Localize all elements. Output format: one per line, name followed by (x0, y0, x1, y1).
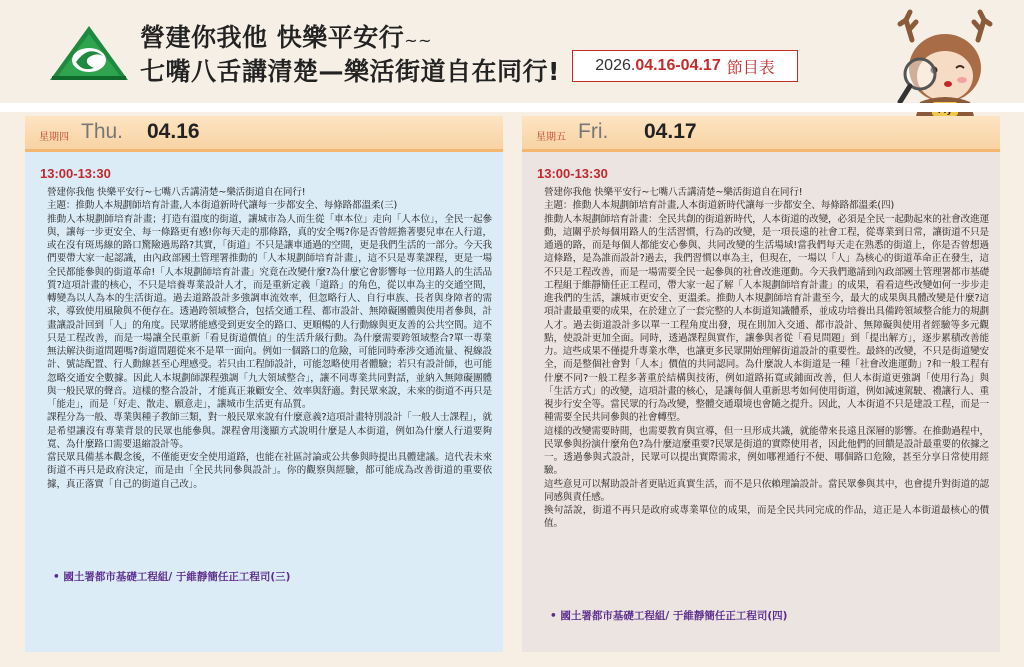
speaker-credit: • 國土署都市基礎工程組/ 于維靜簡任正工程司(三) (53, 571, 291, 583)
program-description (544, 186, 989, 531)
day-header (25, 116, 503, 152)
day-panel-friday (522, 116, 1000, 652)
weekday-en: Thu. (81, 120, 124, 143)
program-title: 營建你我他 快樂平安行~七嘴八舌講清楚~樂活街道自在同行! (47, 187, 306, 198)
reindeer-mascot-icon (880, 6, 1010, 116)
header-divider (0, 103, 1024, 112)
speaker-credit: • 國土署都市基礎工程組/ 于維靜簡任正工程司(四) (550, 610, 788, 622)
program-paragraph: 這些意見可以幫助設計者更貼近真實生活，而不是只依賴理論設計。當民眾參與其中，也會提升對街道的認同感與責任感。 (544, 478, 989, 503)
program-time: 13:00-13:30 (40, 166, 111, 181)
program-paragraph: 換句話說，街道不再只是政府或專業單位的成果，而是全民共同完成的作品，這正是人本街道最核心的價值。 (544, 505, 989, 530)
weekday-zh: 星期五 (536, 132, 566, 143)
date-range: 04.16-04.17 (635, 57, 721, 74)
day-header (522, 116, 1000, 152)
program-paragraph: 這樣的改變需要時間，也需要教育與宣導，但一旦形成共識，就能帶來長遠且深層的影響。在推動過程中，民眾參與扮演什麼角色?為什麼這麼重要?民眾是街道的實際使用者，因此他們的回饋是設計最重要的依據之一。透過參與式設計，民眾可以提出實際需求，例如哪裡通行不便、哪個路口危險，甚至分享日常使用經驗。 (544, 425, 989, 477)
program-paragraph: 推動人本規劃師培育計畫；打造有溫度的街道，讓城市為人而生從「車本位」走向「人本位」，全民一起參與，讓每一步更安全、每一條路更有感!你每天走的那條路，真的安全嗎?你是否曾經擔著嬰兒車在人行道，或在沒有斑馬線的路口驚險過馬路?其實，「街道」不只是讓車通過的空間，更是我們生活的一部分。今天我們要帶大家一起認識，由內政部國土管理署推動的「人本規劃師培育計畫」，這不只是專業課程，更是一場全民都能參與的街道革命!「人本規劃師培育計畫」究竟在改變什麼?為什麼它會影響每一位用路人的生活品質?這項計畫的核心，不只是培養專業設計人才，而是重新定義「道路」的角色，從以車為主的交通空間，轉變為以人為本的生活街道。過去道路設計多強調車流效率，但忽略行人、自行車族、長者與身障者的需求，導致使用風險與不便存在。透過跨領域整合，包括交通工程、都市設計、無障礙團體與使用者參與，計畫讓設計回到「人」的角度。民眾將能感受到更安全的路口、更順暢的人行動線與更友善的公共空間。這不只是工程改善，而是一場讓全民重新「看見街道價值」的生活升級行動。為什麼需要跨領域整合?單一專業無法解決街道問題嗎?街道問題從來不是單一面向。例如一個路口的危險，可能同時牽涉交通流量、視線設計、號誌配置、行人動線甚至心理感受。若只由工程師設計，可能忽略使用者體驗；若只有設計師，也可能忽略交通安全數據。因此人本規劃師課程強調「九大領域整合」，讓不同專業共同對話，並納入無障礙團體與一般民眾的聲音。這樣的整合設計，才能真正兼顧安全、效率與舒適。對民眾來說，未來的街道不再只是「能走」，而是「好走、散走、願意走」，讓城市生活更有品質。 (47, 213, 492, 410)
weekday-en: Fri. (578, 120, 609, 143)
schedule-date-badge (572, 50, 798, 82)
logo-icon (48, 24, 130, 82)
program-paragraph: 推動人本規劃師培育計畫：全民共創的街道新時代，人本街道的改變，必須是全民一起動起來的社會改進運動，這關乎於每個用路人的生活習慣，行為的改變，是一項長遠的社會工程，從專業到日常，讓街道不只是通過的路，而是每個人都能安心參與、共同改變的生活場域!當我們每天走在熟悉的街道上，你是否曾想過這條路，是為誰而設計?過去，我們習慣以車為主，但現在，一場以「人」為核心的街道革命正在發生，這不只是工程改善，而是一場需要全民一起參與的社會改進運動。今天我們邀請到內政部國土管理署都市基礎工程組于維靜簡任正工程司，帶大家一起了解「人本規劃師培育計畫」的成果，看看這些改變如何一步步走進我們的生活，讓城市更安全、更溫柔。推動人本規劃師培育計畫至今，最大的成果與具體改變是什麼?這項計畫最重要的成果，在於建立了一套完整的人本街道知識體系，並成功培養出具備跨領域整合能力的規劃人才。過去街道設計多以單一工程角度出發，現在則加入交通、都市設計、無障礙與使用者經驗等多元觀點，使設計更加全面。同時，透過課程與實作，讓參與者從「看見問題」到「提出解方」，逐步累積改善能力。這些成果不僅提升專業水準，也讓更多民眾開始理解街道設計的重要性。最終的改變，不只是街道變安全，而是整個社會對「人本」價值的共同認同。為什麼說人本街道是一種「社會改進運動」?和一般工程有什麼不同?一般工程多著重於結構與技術，例如道路拓寬或鋪面改善，但人本街道更強調「使用行為」與「生活方式」的改變，這項計畫的核心，是讓每個人重新思考如何使用街道，例如減速駕駛、禮讓行人、重視步行安全等。當民眾的行為改變，整體交通環境也會隨之提升。因此，人本街道不只是建設工程，而是一種需要全民共同參與的社會轉型。 (544, 213, 989, 424)
program-title: 營建你我他 快樂平安行~七嘴八舌講清楚~樂活街道自在同行! (544, 187, 803, 198)
program-topic: 主題：推動人本規劃師培育計畫,人本街道新時代讓每一步都安全、每條路都溫柔(三) (47, 200, 398, 212)
page-title-line1: 營建你我他 快樂平安行~~ (140, 23, 433, 52)
program-paragraph: 課程分為一般、專業與種子教師三類，對一般民眾來說有什麼意義?這項計畫特別設計「一般人士課程」，就是希望讓沒有專業背景的民眾也能參與。課程會用淺顯方式說明什麼是人本街道，例如為什麼人行道要夠寬、為什麼路口需要退縮設計等。 (47, 412, 492, 450)
page-header (0, 0, 1024, 103)
date-prefix: 2026. (595, 57, 636, 74)
weekday-zh: 星期四 (39, 132, 69, 143)
day-panel-thursday (25, 116, 503, 652)
day-date: 04.17 (644, 120, 697, 143)
program-topic: 主題：推動人本規劃師培育計畫,人本街道新時代讓每一步都安全、每條路都溫柔(四) (544, 200, 895, 212)
program-time: 13:00-13:30 (537, 166, 608, 181)
day-date: 04.16 (147, 120, 200, 143)
page-title-line2: 七嘴八舌講清楚—樂活街道自在同行! (140, 57, 560, 86)
schedule-label: 節目表 (726, 59, 775, 77)
program-paragraph: 當民眾具備基本觀念後，不僅能更安全使用道路，也能在社區討論或公共參與時提出具體建議。這代表未來街道不再只是政府決定，而是由「全民共同參與設計」。你的觀察與經驗，都可能成為改善街道的重要依據，真正落實「自己的街道自己改」。 (47, 452, 492, 490)
program-description (47, 186, 492, 491)
